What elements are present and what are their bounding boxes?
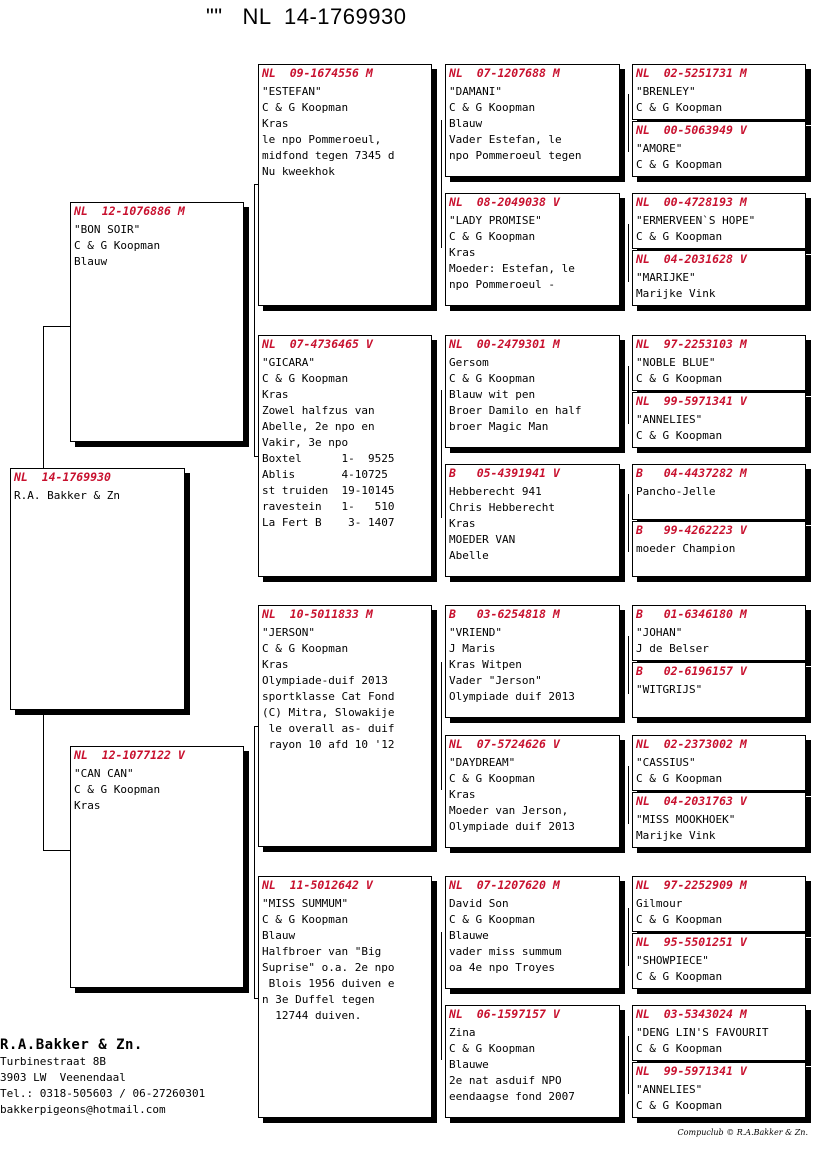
info-line: midfond tegen 7345 d (262, 149, 395, 162)
info-line: Kras Witpen (449, 658, 522, 671)
info-line: "ANNELIES" (636, 1083, 703, 1096)
connector-line (628, 494, 629, 552)
info-line: Hebberecht 941 (449, 485, 542, 498)
connector-line (43, 326, 70, 327)
info-line: C & G Koopman (636, 230, 723, 243)
info-line: le overall as- duif (262, 722, 395, 735)
owner-email: bakkerpigeons@hotmail.com (0, 1103, 166, 1116)
info-line: MOEDER VAN (449, 533, 516, 546)
info-line: "AMORE" (636, 142, 683, 155)
info-line: "MISS MOOKHOEK" (636, 813, 736, 826)
ring-number: NL 00-5063949 V (636, 123, 747, 137)
ancestor-card (445, 464, 620, 577)
ancestor-card-small (632, 605, 806, 661)
connector-line (441, 390, 442, 518)
info-line: Gersom (449, 356, 489, 369)
info-line: rayon 10 afd 10 '12 (262, 738, 395, 751)
ancestor-card-small (632, 1062, 806, 1118)
info-line: C & G Koopman (262, 913, 349, 926)
info-line: Abelle (449, 549, 489, 562)
info-line: vader miss summum (449, 945, 562, 958)
info-line: Boxtel 1- 9525 (262, 452, 395, 465)
ring-number: NL 10-5011833 M (262, 607, 373, 621)
owner-street: Turbinestraat 8B (0, 1055, 106, 1068)
pigeon-card (10, 468, 185, 710)
owner-phone: Tel.: 0318-505603 / 06-27260301 (0, 1087, 206, 1100)
ring-number: NL 08-2049038 V (449, 195, 560, 209)
info-line: C & G Koopman (449, 1042, 536, 1055)
ancestor-card-small (632, 792, 806, 848)
info-line: npo Pommeroeul tegen (449, 149, 582, 162)
footer-credit: Compuclub © R.A.Bakker & Zn. (677, 1128, 808, 1137)
grandsire-paternal-card (258, 64, 432, 306)
dam-card (70, 746, 244, 988)
ring-number: NL 97-2253103 M (636, 337, 747, 351)
info-line: Blauw (449, 117, 483, 130)
info-line: Olympiade duif 2013 (449, 690, 575, 703)
info-line: Blauw wit pen (449, 388, 536, 401)
ring-number: NL 99-5971341 V (636, 1064, 747, 1078)
info-line: "BRENLEY" (636, 85, 696, 98)
info-line: C & G Koopman (636, 913, 723, 926)
info-line: Pancho-Jelle (636, 485, 716, 498)
connector-line (254, 726, 255, 998)
info-line: "LADY PROMISE" (449, 214, 542, 227)
info-line: C & G Koopman (449, 913, 536, 926)
connector-line (628, 366, 629, 424)
info-line: "CASSIUS" (636, 756, 696, 769)
ring-number: NL 14-1769930 (14, 470, 111, 484)
info-line: n 3e Duffel tegen (262, 993, 375, 1006)
ring-number: NL 00-4728193 M (636, 195, 747, 209)
info-line: Moeder: Estefan, le (449, 262, 575, 275)
info-line: sportklasse Cat Fond (262, 690, 395, 703)
info-line: Chris Hebberecht (449, 501, 555, 514)
info-line: Gilmour (636, 897, 683, 910)
info-line: C & G Koopman (636, 772, 723, 785)
connector-line (441, 662, 442, 790)
ring-number: NL 12-1076886 M (74, 204, 185, 218)
ring-number: NL 02-2373002 M (636, 737, 747, 751)
connector-line (43, 710, 44, 850)
info-line: Halfbroer van "Big (262, 945, 382, 958)
info-line: Blauwe (449, 929, 489, 942)
info-line: Kras (449, 517, 476, 530)
info-line: oa 4e npo Troyes (449, 961, 555, 974)
info-line: David Son (449, 897, 509, 910)
info-line: Abelle, 2e npo en (262, 420, 375, 433)
ancestor-card (445, 193, 620, 306)
info-line: Blauwe (449, 1058, 489, 1071)
info-line: Olympiade-duif 2013 (262, 674, 388, 687)
info-line: J de Belser (636, 642, 709, 655)
info-line: 12744 duiven. (262, 1009, 362, 1022)
owner-line: R.A. Bakker & Zn (14, 489, 120, 502)
info-line: "JERSON" (262, 626, 315, 639)
ancestor-card-small (632, 1005, 806, 1061)
ring-number: NL 07-1207620 M (449, 878, 560, 892)
ring-number: NL 04-2031763 V (636, 794, 747, 808)
info-line: "DAYDREAM" (449, 756, 516, 769)
info-line: C & G Koopman (636, 101, 723, 114)
connector-line (628, 224, 629, 282)
info-line: "SHOWPIECE" (636, 954, 709, 967)
info-line: C & G Koopman (262, 642, 349, 655)
info-line: Nu kweekhok (262, 165, 335, 178)
info-line: Vader "Jerson" (449, 674, 542, 687)
info-line: Broer Damilo en half (449, 404, 582, 417)
ring-number: B 05-4391941 V (449, 466, 560, 480)
ring-number: NL 07-5724626 V (449, 737, 560, 751)
connector-line (43, 850, 70, 851)
ring-number: NL 11-5012642 V (262, 878, 373, 892)
info-line: C & G Koopman (262, 101, 349, 114)
info-line: Ablis 4-10725 (262, 468, 388, 481)
grandsire-maternal-card (258, 605, 432, 847)
breeder: C & G Koopman (74, 783, 161, 796)
ring-number: B 99-4262223 V (636, 523, 747, 537)
info-line: Marijke Vink (636, 287, 716, 300)
connector-line (628, 908, 629, 966)
info-line: Zowel halfzus van (262, 404, 375, 417)
info-line: C & G Koopman (636, 372, 723, 385)
info-line: "JOHAN" (636, 626, 683, 639)
owner-city: 3903 LW Veenendaal (0, 1071, 126, 1084)
ring-number: NL 02-5251731 M (636, 66, 747, 80)
ring-number: NL 09-1674556 M (262, 66, 373, 80)
owner-address (0, 1036, 205, 1118)
info-line: eendaagse fond 2007 (449, 1090, 575, 1103)
info-line: C & G Koopman (449, 372, 536, 385)
owner-name: R.A.Bakker & Zn. (0, 1037, 143, 1053)
ring-number: B 02-6196157 V (636, 664, 747, 678)
ancestor-card-small (632, 876, 806, 932)
info-line: "WITGRIJS" (636, 683, 703, 696)
ancestor-card-small (632, 933, 806, 989)
info-line: npo Pommeroeul - (449, 278, 555, 291)
info-line: Kras (449, 788, 476, 801)
info-line: Kras (262, 388, 289, 401)
info-line: C & G Koopman (449, 101, 536, 114)
connector-line (43, 326, 44, 471)
info-line: "ESTEFAN" (262, 85, 322, 98)
pigeon-name: "CAN CAN" (74, 767, 134, 780)
connector-line (441, 932, 442, 1060)
info-line: 2e nat asduif NPO (449, 1074, 562, 1087)
connector-line (628, 636, 629, 694)
info-line: "DAMANI" (449, 85, 502, 98)
color: Kras (74, 799, 101, 812)
info-line: "ANNELIES" (636, 413, 703, 426)
ancestor-card (445, 335, 620, 448)
ring-number: NL 95-5501251 V (636, 935, 747, 949)
ring-number: B 03-6254818 M (449, 607, 560, 621)
ancestor-card (445, 605, 620, 718)
info-line: "DENG LIN'S FAVOURIT (636, 1026, 769, 1039)
info-line: Moeder van Jerson, (449, 804, 569, 817)
ring-number: NL 07-4736465 V (262, 337, 373, 351)
ring-number: NL 04-2031628 V (636, 252, 747, 266)
ancestor-card (445, 876, 620, 989)
color: Blauw (74, 255, 108, 268)
info-line: Vader Estefan, le (449, 133, 562, 146)
ring-number: B 01-6346180 M (636, 607, 747, 621)
info-line: Vakir, 3e npo (262, 436, 349, 449)
ancestor-card-small (632, 64, 806, 120)
ancestor-card (445, 735, 620, 848)
ancestor-card (445, 64, 620, 177)
info-line: "ERMERVEEN`S HOPE" (636, 214, 756, 227)
info-line: La Fert B 3- 1407 (262, 516, 395, 529)
ring-number: NL 03-5343024 M (636, 1007, 747, 1021)
ancestor-card-small (632, 193, 806, 249)
sire-card (70, 202, 244, 442)
info-line: Zina (449, 1026, 476, 1039)
connector-line (628, 766, 629, 824)
info-line: ravestein 1- 510 (262, 500, 395, 513)
ancestor-card-small (632, 392, 806, 448)
info-line: C & G Koopman (636, 1042, 723, 1055)
pigeon-name: "BON SOIR" (74, 223, 141, 236)
ring-number: NL 97-2252909 M (636, 878, 747, 892)
info-line: "MARIJKE" (636, 271, 696, 284)
info-line: C & G Koopman (636, 429, 723, 442)
ring-number: B 04-4437282 M (636, 466, 747, 480)
connector-line (441, 120, 442, 248)
ancestor-card-small (632, 735, 806, 791)
ring-number: NL 07-1207688 M (449, 66, 560, 80)
info-line: le npo Pommeroeul, (262, 133, 382, 146)
info-line: C & G Koopman (449, 230, 536, 243)
info-line: C & G Koopman (636, 1099, 723, 1112)
info-line: C & G Koopman (449, 772, 536, 785)
info-line: Suprise" o.a. 2e npo (262, 961, 395, 974)
ancestor-card-small (632, 121, 806, 177)
ring-number: NL 06-1597157 V (449, 1007, 560, 1021)
info-line: broer Magic Man (449, 420, 549, 433)
ring-number: NL 99-5971341 V (636, 394, 747, 408)
info-line: "NOBLE BLUE" (636, 356, 716, 369)
info-line: C & G Koopman (636, 970, 723, 983)
ring-number: NL 00-2479301 M (449, 337, 560, 351)
info-line: Kras (449, 246, 476, 259)
granddam-maternal-card (258, 876, 432, 1118)
ancestor-card-small (632, 335, 806, 391)
ancestor-card-small (632, 521, 806, 577)
granddam-paternal-card (258, 335, 432, 577)
info-line: "GICARA" (262, 356, 315, 369)
info-line: st truiden 19-10145 (262, 484, 395, 497)
ring-number: NL 12-1077122 V (74, 748, 185, 762)
info-line: Kras (262, 658, 289, 671)
breeder: C & G Koopman (74, 239, 161, 252)
info-line: "VRIEND" (449, 626, 502, 639)
connector-line (628, 94, 629, 152)
info-line: moeder Champion (636, 542, 736, 555)
ancestor-card (445, 1005, 620, 1118)
connector-line (628, 1036, 629, 1094)
info-line: C & G Koopman (262, 372, 349, 385)
ancestor-card-small (632, 662, 806, 718)
info-line: Kras (262, 117, 289, 130)
info-line: (C) Mitra, Slowakije (262, 706, 395, 719)
pedigree-title: "" NL 14-1769930 (206, 4, 407, 29)
info-line: C & G Koopman (636, 158, 723, 171)
info-line: J Maris (449, 642, 496, 655)
info-line: Marijke Vink (636, 829, 716, 842)
info-line: Blois 1956 duiven e (262, 977, 395, 990)
ancestor-card-small (632, 464, 806, 520)
info-line: Blauw (262, 929, 296, 942)
info-line: Olympiade duif 2013 (449, 820, 575, 833)
connector-line (254, 184, 255, 456)
ancestor-card-small (632, 250, 806, 306)
info-line: "MISS SUMMUM" (262, 897, 349, 910)
